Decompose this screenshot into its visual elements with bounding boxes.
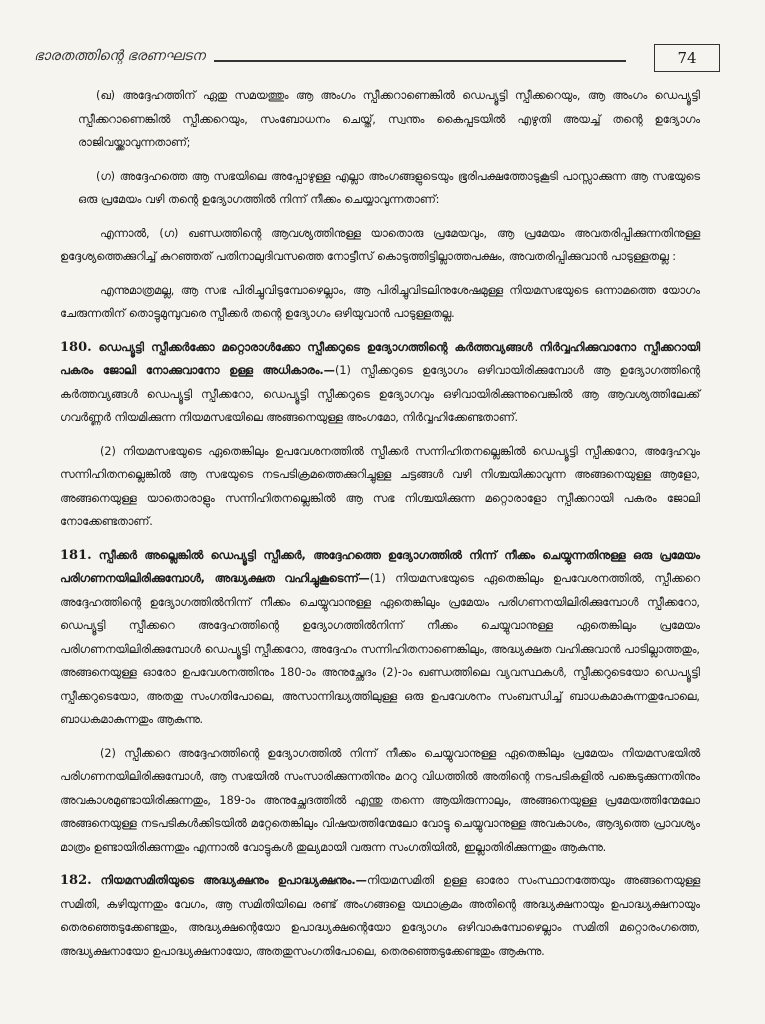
paragraph-p7 [60,544,700,732]
section-heading: ഡെപ്യൂട്ടി സ്പീക്കർക്കോ മറ്റൊരാൾക്കോ സ്പീക്കറുടെ ഉദ്യോഗത്തിന്റെ കർത്തവ്യങ്ങൾ നിർവ്വഹിക്കുവാനോ സ്പീക്കറായി പകരം ജോലി നോക്കുവാനോ ഉള്ള അധികാരം.— [60,340,701,377]
running-head: ഭാരതത്തിന്റെ ഭരണഘടന [34,48,205,64]
paragraph-p8 [60,742,700,860]
paragraph-text: (1) നിയമസഭയുടെ ഏതെങ്കിലും ഉപവേശനത്തിൽ, സ്പീക്കറെ അദ്ദേഹത്തിന്റെ ഉദ്യോഗത്തിൽനിന്ന് നീക്കം ചെയ്യുവാനുള്ള ഏതെങ്കിലും പ്രമേയം പരിഗണനയിലിരിക്കുമ്പോൾ സ്പീക്കറോ, ഡെപ്യൂട്ടി സ്പീക്കറെ അദ്ദേഹത്തിന്റെ ഉദ്യോഗത്തിൽനിന്ന് നീക്കം ചെയ്യുവാനുള്ള ഏതെങ്കിലും പ്രമേയം പരിഗണനയിലിരിക്കുമ്പോൾ ഡെപ്യൂട്ടി സ്പീക്കറോ, അദ്ദേഹം സന്നിഹിതനാണെങ്കിലും, അദ്ധ്യക്ഷത വഹിക്കുവാൻ പാടില്ലാത്തതും, അങ്ങനെയുള്ള ഓരോ ഉപവേശനത്തിനും 180-ാം അനുച്ഛേദം (2)-ാം ഖണ്ഡത്തിലെ വ്യവസ്ഥകൾ, സ്പീക്കറുടെയോ ഡെപ്യൂട്ടി സ്പീക്കറുടെയോ, അതതു സംഗതിപോലെ, അസാന്നിദ്ധ്യത്തിലുള്ള ഒരു ഉപവേശനം സംബന്ധിച്ച് ബാധകമാകുന്നതുപോലെ, ബാധകമാകുന്നതും ആകുന്നു. [60,572,700,726]
paragraph-text: (ഗ) അദ്ദേഹത്തെ ആ സഭയിലെ അപ്പോഴുള്ള എല്ലാ അംഗങ്ങളുടെയും ഭൂരിപക്ഷത്തോടുകൂടി പാസ്സാക്കുന്ന ആ സഭയുടെ ഒരു പ്രമേയം വഴി തന്റെ ഉദ്യോഗത്തിൽ നിന്ന് നീക്കം ചെയ്യാവുന്നതാണ്: [78,169,700,206]
section-number: 182. [60,873,92,888]
section-number: 181. [60,547,92,563]
paragraph-p6 [60,440,700,534]
page-number: 74 [654,44,720,72]
paragraph-p5 [60,336,700,430]
page-header [34,44,720,74]
paragraph-p9 [60,869,700,963]
header-rule [214,60,626,62]
paragraph-p2 [60,165,700,212]
paragraph-text: (2) സ്പീക്കറെ അദ്ദേഹത്തിന്റെ ഉദ്യോഗത്തിൽ നിന്ന് നീക്കം ചെയ്യുവാനുള്ള ഏതെങ്കിലും പ്രമേയം നിയമസഭയിൽ പരിഗണനയിലിരിക്കുമ്പോൾ, ആ സഭയിൽ സംസാരിക്കുന്നതിനും മററു വിധത്തിൽ അതിന്റെ നടപടികളിൽ പങ്കെടുക്കുന്നതിനും അവകാശമുണ്ടായിരിക്കുന്നതും, 189-ാം അനുച്ഛേദത്തിൽ എന്തു തന്നെ ആയിരുന്നാലും, അങ്ങനെയുള്ള പ്രമേയത്തിന്മേലോ അങ്ങനെയുള്ള നടപടികൾക്കിടയിൽ മറ്റേതെങ്കിലും വിഷയത്തിന്മേലോ വോട്ടു ചെയ്യുവാനുള്ള അവകാശം, ആദ്യത്തെ പ്രാവശ്യം മാത്രം ഉണ്ടായിരിക്കുന്നതും എന്നാൽ വോട്ടുകൾ തുല്യമായി വരുന്ന സംഗതിയിൽ, ഇല്ലാതിരിക്കുന്നതും ആകുന്നു. [60,746,700,854]
paragraph-p4 [60,279,700,326]
section-heading: നിയമസമിതിയുടെ അദ്ധ്യക്ഷനും ഉപാദ്ധ്യക്ഷനും.— [100,874,367,887]
paragraph-text: എന്നാൽ, (ഗ) ഖണ്ഡത്തിന്റെ ആവശ്യത്തിനുള്ള യാതൊരു പ്രമേയവും, ആ പ്രമേയം അവതരിപ്പിക്കുന്നതിനുള്ള ഉദ്ദേശ്യത്തെക്കുറിച്ച് കുറഞ്ഞത് പതിനാലുദിവസത്തെ നോട്ടീസ് കൊടുത്തിട്ടില്ലാത്തപക്ഷം, അവതരിപ്പിക്കുവാൻ പാടുള്ളതല്ല : [60,226,700,263]
paragraph-text: (ഖ) അദ്ദേഹത്തിന് ഏതു സമയത്തും ആ അംഗം സ്പീക്കറാണെങ്കിൽ ഡെപ്യൂട്ടി സ്പീക്കറെയും, ആ അംഗം ഡെപ്യൂട്ടി സ്പീക്കറാണെങ്കിൽ സ്പീക്കറെയും, സംബോധനം ചെയ്ത്, സ്വന്തം കൈപ്പടയിൽ എഴുതി അയച്ച് തന്റെ ഉദ്യോഗം രാജിവയ്ക്കാവുന്നതാണ്; [78,89,700,149]
paragraph-p3 [60,222,700,269]
paragraph-text: (2) നിയമസഭയുടെ ഏതെങ്കിലും ഉപവേശനത്തിൽ സ്പീക്കർ സന്നിഹിതനല്ലെങ്കിൽ ഡെപ്യൂട്ടി സ്പീക്കറോ, അദ്ദേഹവും സന്നിഹിതനല്ലെങ്കിൽ ആ സഭയുടെ നടപടിക്രമത്തെക്കുറിച്ചുള്ള ചട്ടങ്ങൾ വഴി നിശ്ചയിക്കാവുന്ന അങ്ങനെയുള്ള ആളോ, അങ്ങനെയുള്ള യാതൊരാളും സന്നിഹിതനല്ലെങ്കിൽ ആ സഭ നിശ്ചയിക്കുന്ന മറ്റൊരാളോ സ്പീക്കറായി പകരം ജോലി നോക്കേണ്ടതാണ്. [60,444,700,528]
document-body [60,84,700,973]
section-heading: സ്പീക്കർ അല്ലെങ്കിൽ ഡെപ്യൂട്ടി സ്പീക്കർ, അദ്ദേഹത്തെ ഉദ്യോഗത്തിൽ നിന്ന് നീക്കം ചെയ്യുന്നതിനുള്ള ഒരു പ്രമേയം പരിഗണനയിലിരിക്കുമ്പോൾ, അദ്ധ്യക്ഷത വഹിച്ചുകൂടെന്ന്— [60,548,701,585]
paragraph-text: എന്നുമാത്രമല്ല, ആ സഭ പിരിച്ചുവിടുമ്പോഴെല്ലാം, ആ പിരിച്ചുവിടലിനുശേഷമുള്ള നിയമസഭയുടെ ഒന്നാമത്തെ യോഗം ചേരുന്നതിന് തൊട്ടുമുമ്പുവരെ സ്പീക്കർ തന്റെ ഉദ്യോഗം ഒഴിയുവാൻ പാടുള്ളതല്ല. [60,283,700,320]
paragraph-p1 [60,84,700,155]
paragraph-text: നിയമസമിതി ഉള്ള ഓരോ സംസ്ഥാനത്തേയും അങ്ങനെയുള്ള സമിതി, കഴിയുന്നതും വേഗം, ആ സമിതിയിലെ രണ്ട് അംഗങ്ങളെ യഥാക്രമം അതിന്റെ അദ്ധ്യക്ഷനായും ഉപാദ്ധ്യക്ഷനായും തെരഞ്ഞെടുക്കേണ്ടതും, അദ്ധ്യക്ഷന്റെയോ ഉപാദ്ധ്യക്ഷന്റെയോ ഉദ്യോഗം ഒഴിവാകുമ്പോഴെല്ലാം സമിതി മറ്റൊരംഗത്തെ, അദ്ധ്യക്ഷനായോ ഉപാദ്ധ്യക്ഷനായോ, അതതുസംഗതിപോലെ, തെരഞ്ഞെടുക്കേണ്ടതും ആകുന്നു. [60,874,700,958]
paragraph-text: (1) സ്പീക്കറുടെ ഉദ്യോഗം ഒഴിവായിരിക്കുമ്പോൾ ആ ഉദ്യോഗത്തിന്റെ കർത്തവ്യങ്ങൾ ഡെപ്യൂട്ടി സ്പീക്കറോ, ഡെപ്യൂട്ടി സ്പീക്കറുടെ ഉദ്യോഗവും ഒഴിവായിരിക്കുന്നുവെങ്കിൽ ആ ആവശ്യത്തിലേക്ക് ഗവർണ്ണർ നിയമിക്കുന്ന നിയമസഭയിലെ അങ്ങനെയുള്ള അംഗമോ, നിർവ്വഹിക്കേണ്ടതാണ്. [60,364,700,424]
section-number: 180. [60,339,92,355]
